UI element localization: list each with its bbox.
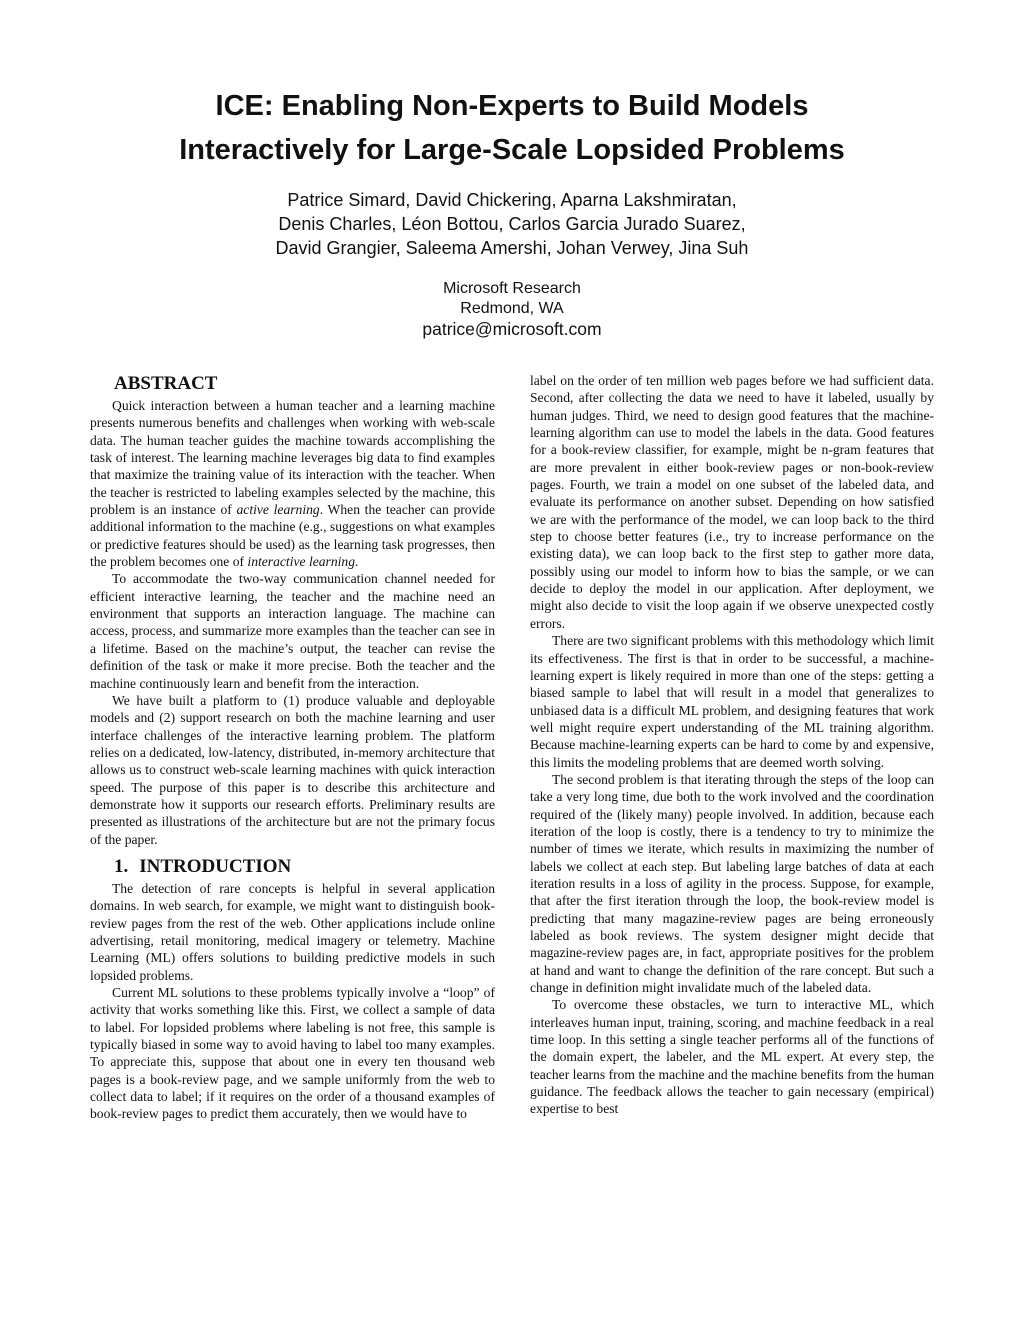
- author-line: Patrice Simard, David Chickering, Aparna Lakshmiratan,: [287, 190, 737, 210]
- right-column: [530, 372, 934, 1118]
- section-title: INTRODUCTION: [139, 855, 292, 877]
- paragraph: Quick interaction between a human teacher and a learning machine presents numerous benefits and challenges when working with web-scale data. The human teacher guides the machine towards accomplishing the task of interest. The learning machine leverages big data to find examples that maximize the training value of its interaction with the teacher. When the teacher is restricted to labeling examples selected by the machine, this problem is an instance of active learning. When the teacher can provide additional information to the machine (e.g., suggestions on what examples or predictive features should be used) as the learning task progresses, then the problem becomes one of interactive learning.: [90, 398, 495, 570]
- abstract-paragraphs: [90, 397, 495, 848]
- left-column: [90, 372, 495, 1123]
- paper-title-line-2: Interactively for Large-Scale Lopsided Problems: [179, 134, 845, 166]
- paper-title: [0, 84, 1024, 172]
- paragraph: Current ML solutions to these problems typically involve a “loop” of activity that works something like this. First, we collect a sample of data to label. For lopsided problems where labeling is not free, this sample is typically biased in some way to avoid having to label too many examples. To appreciate this, suppose that about one in every ten thousand web pages is a book-review page, and we sample uniformly from the web to collect data to label; if it requires on the order of a thousand examples of book-review pages to predict them accurately, then we would have to: [90, 985, 495, 1122]
- introduction-heading: [90, 855, 495, 878]
- paragraph: To accommodate the two-way communication channel needed for efficient interactive learning, the teacher and the machine need an environment that supports an interaction language. The machine can access, process, and summarize more examples than the teacher can see in a lifetime. Based on the machine’s output, the teacher can revise the definition of the task or make it more precise. Both the teacher and the machine continuously learn and benefit from the interaction.: [90, 571, 495, 691]
- introduction-paragraphs: [90, 880, 495, 1123]
- paragraph: To overcome these obstacles, we turn to interactive ML, which interleaves human input, training, scoring, and machine feedback in a real time loop. In this setting a single teacher performs all of the functions of the domain expert, the labeler, and the ML expert. At every step, the teacher learns from the machine and the machine benefits from the human guidance. The feedback allows the teacher to gain necessary (empirical) expertise to best: [530, 997, 934, 1117]
- affiliation-org: Microsoft Research: [443, 280, 581, 297]
- author-line: David Grangier, Saleema Amershi, Johan Verwey, Jina Suh: [275, 238, 749, 258]
- affiliation-block: [0, 279, 1024, 339]
- abstract-heading: ABSTRACT: [114, 373, 218, 394]
- contact-email: patrice@microsoft.com: [422, 319, 602, 339]
- paragraph: The detection of rare concepts is helpful in several application domains. In web search, for example, we might want to distinguish book-review pages from the rest of the web. Other applications include online advertising, retail monitoring, medical imagery or telemetry. Machine Learning (ML) offers solutions to building predictive models in such lopsided problems.: [90, 880, 495, 983]
- paragraph: label on the order of ten million web pages before we had sufficient data. Second, after collecting the data we need to have it labeled, usually by human judges. Third, we need to design good features that the machine-learning algorithm can use to model the labels in the data. Good features for a book-review classifier, for example, might be n-gram features that are more prevalent in either book-review pages or non-book-review pages. Fourth, we train a model on one subset of the labeled data, and evaluate its performance on another subset. Depending on how satisfied we are with the performance of the model, we can loop back to the third step to choose better features (i.e., try to increase performance on the existing data), we can loop back to the first step to gather more data, possibly using our model to inform how to bias the sample, or we can decide to deploy the model in our application. After deployment, we might also decide to visit the loop again if we observe unexpected costly errors.: [530, 373, 934, 631]
- paragraph: There are two significant problems with this methodology which limit its effectiveness. The first is that in order to be successful, a machine-learning expert is likely required in more than one of the steps: getting a biased sample to label that will result in a model that generalizes to unbiased data is a difficult ML problem, and designing features that work well might require expert understanding of the ML training algorithm. Because machine-learning experts can be hard to come by and expensive, this limits the modeling problems that are deemed worth solving.: [530, 633, 934, 770]
- author-list: [0, 188, 1024, 260]
- author-line: Denis Charles, Léon Bottou, Carlos Garcia Jurado Suarez,: [278, 214, 746, 234]
- paper-title-line-1: ICE: Enabling Non-Experts to Build Models: [215, 90, 809, 122]
- affiliation-location: Redmond, WA: [460, 300, 564, 317]
- paragraph: We have built a platform to (1) produce valuable and deployable models and (2) support research on both the machine learning and user interface challenges of the interactive learning problem. The platform relies on a dedicated, low-latency, distributed, in-memory architecture that allows us to construct web-scale learning machines with quick interaction speed. The purpose of this paper is to describe this architecture and demonstrate how it supports our research efforts. Preliminary results are presented as illustrations of the architecture but are not the primary focus of the paper.: [90, 692, 495, 847]
- section-number: 1.: [114, 855, 129, 877]
- paragraph: The second problem is that iterating through the steps of the loop can take a very long time, due both to the work involved and the coordination required of the (likely many) people involved. In addition, because each iteration of the loop is costly, there is a tendency to try to minimize the number of times we iterate, which results in maximizing the number of labels we collect at each step. But labeling large batches of data at each iteration results in a loss of agility in the process. Suppose, for example, that after the first iteration through the loop, the book-review model is predicting that many magazine-review pages are being erroneously labeled as book reviews. The system designer might decide that magazine-review pages are, in fact, appropriate positives for the problem at hand and want to change the definition of the rare concept. But such a change in definition might invalidate much of the labeled data.: [530, 771, 934, 996]
